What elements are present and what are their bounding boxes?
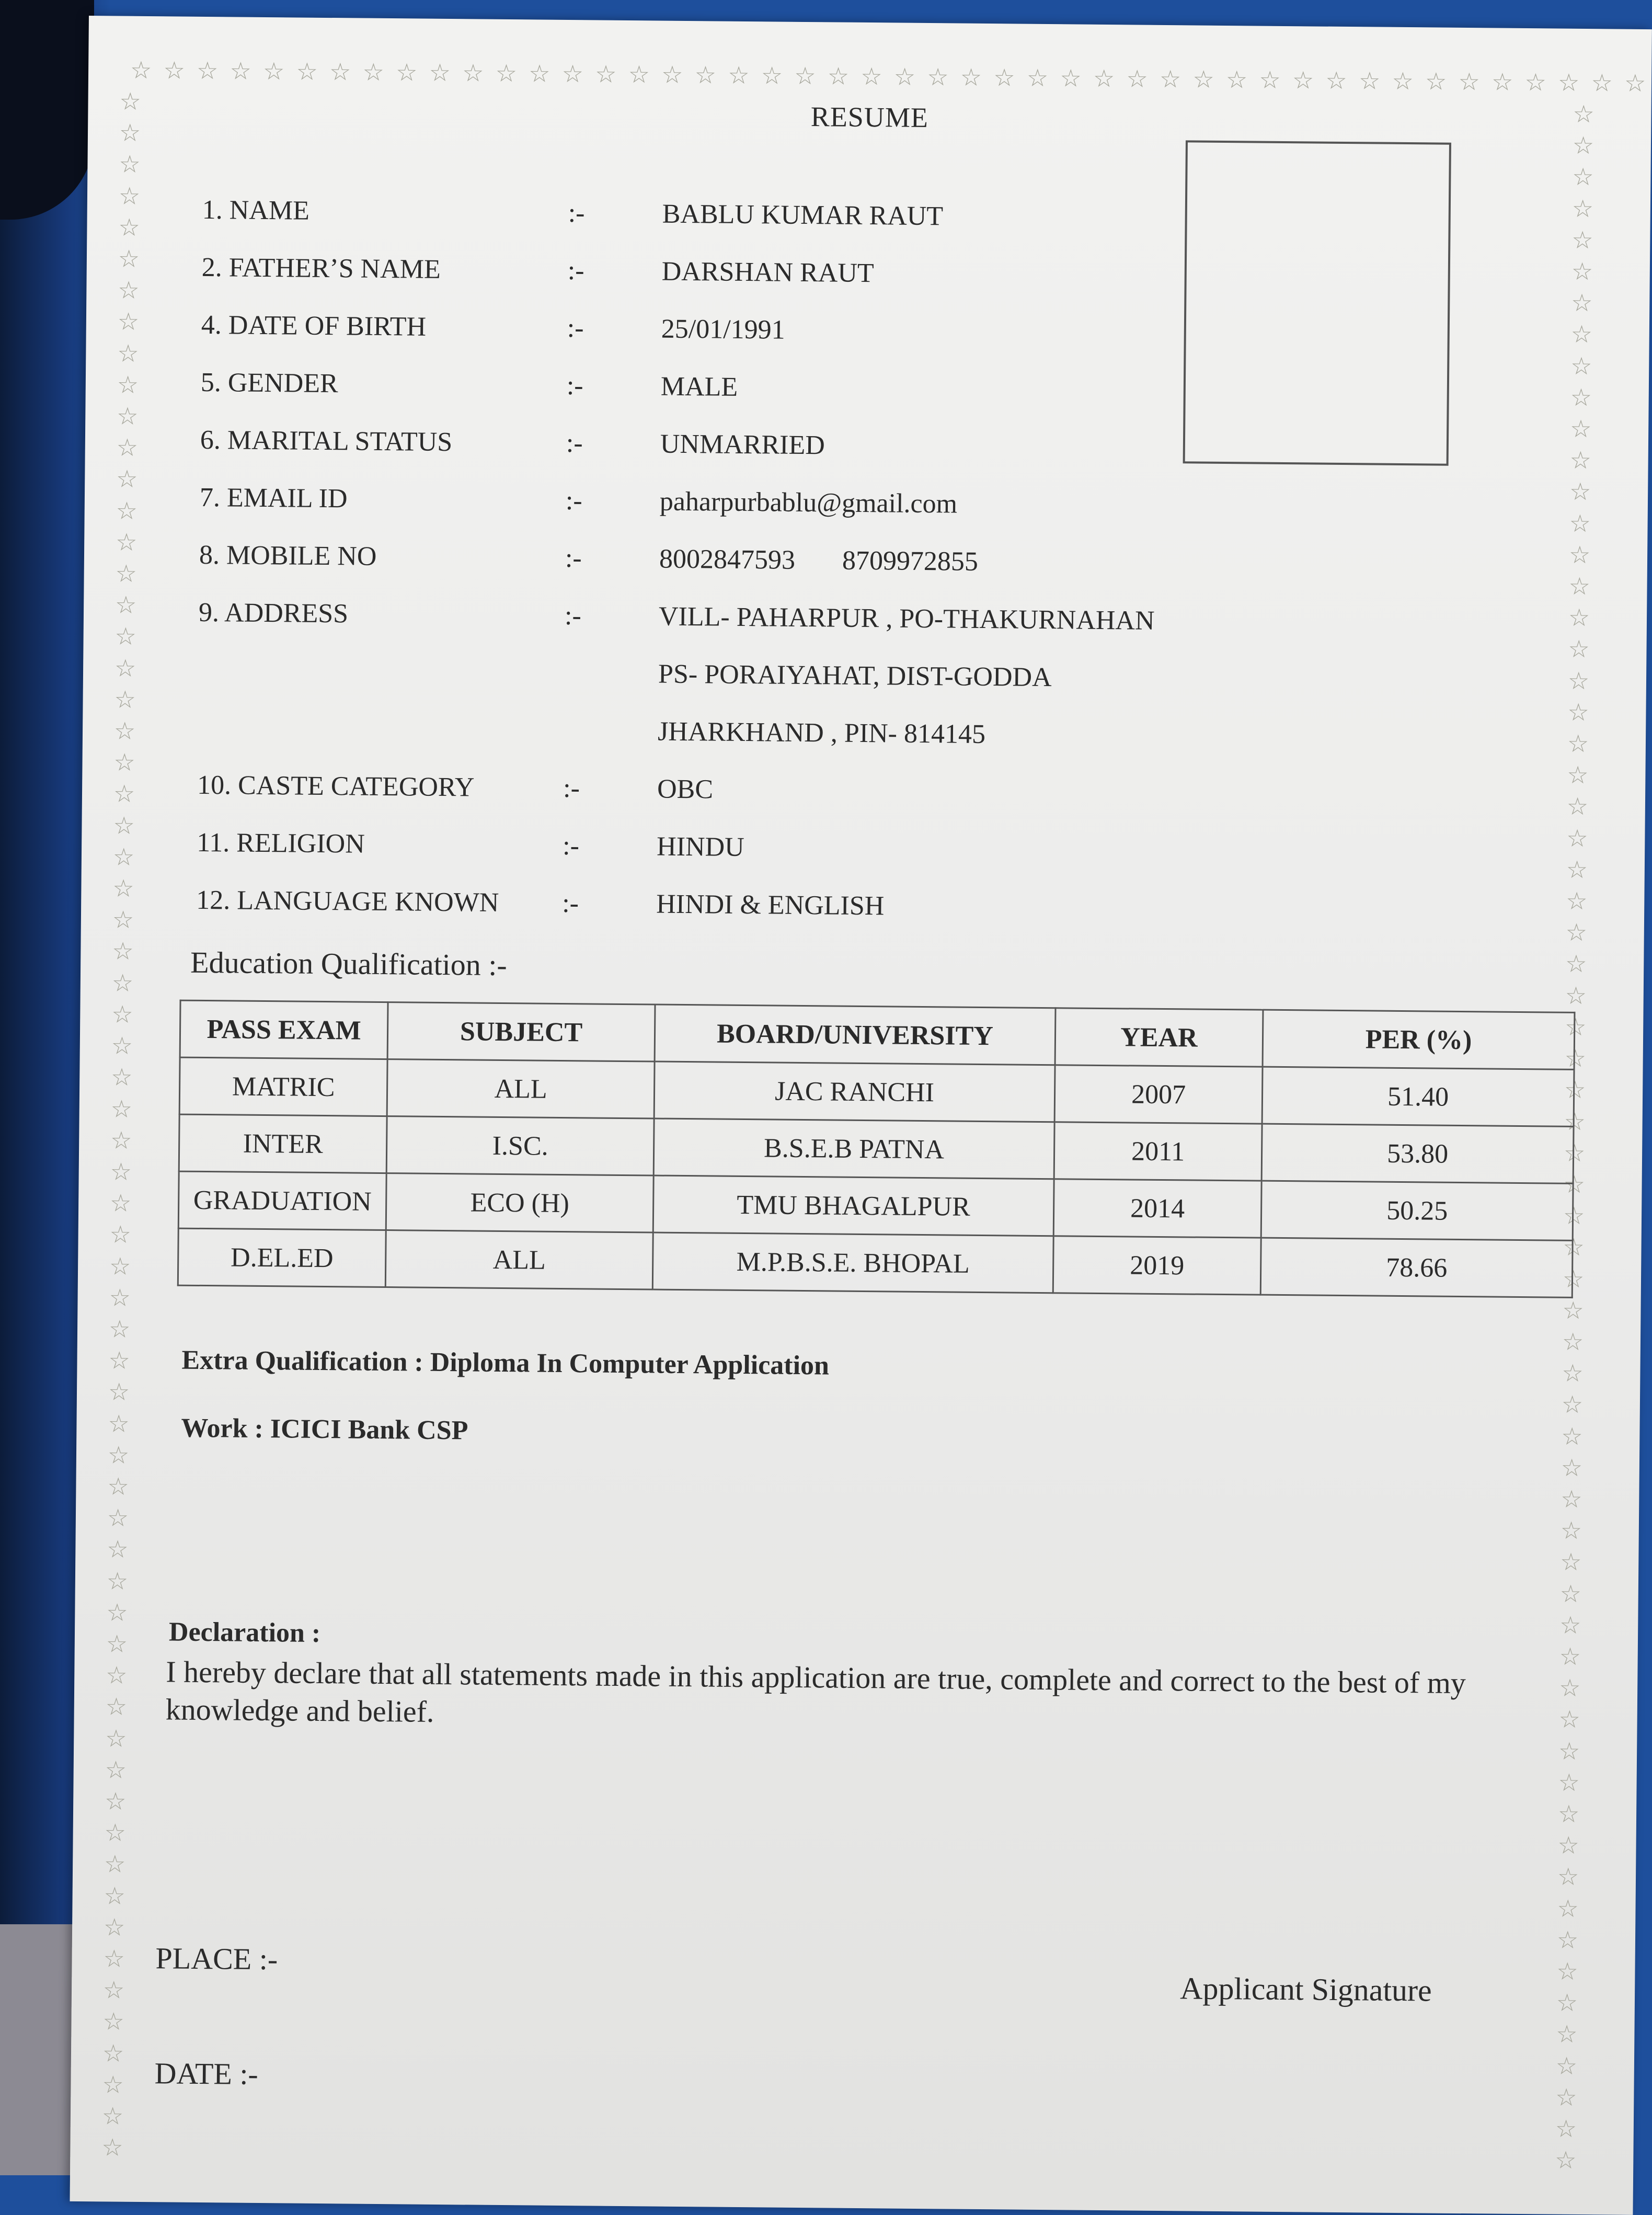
field-value: MALE	[660, 371, 738, 402]
star-icon: ☆	[109, 1283, 131, 1312]
star-icon: ☆	[196, 56, 219, 85]
star-icon: ☆	[1558, 1768, 1580, 1797]
star-icon: ☆	[1557, 1831, 1580, 1860]
star-icon: ☆	[102, 1976, 125, 2004]
star-icon: ☆	[893, 62, 916, 91]
star-icon: ☆	[1567, 760, 1589, 790]
field-separator: :-	[568, 198, 585, 229]
field-label: 9. ADDRESS	[198, 597, 349, 629]
field-value: HINDU	[656, 831, 744, 862]
star-icon: ☆	[1556, 1925, 1579, 1954]
field-value: VILL- PAHARPUR , PO-THAKURNAHAN	[658, 601, 1155, 636]
star-icon: ☆	[112, 842, 135, 871]
star-icon: ☆	[104, 1818, 127, 1847]
star-icon: ☆	[1491, 67, 1513, 96]
field-row-name	[202, 195, 1248, 240]
star-icon: ☆	[1026, 63, 1049, 93]
field-row-email	[200, 482, 1246, 528]
star-border-top	[130, 55, 1646, 97]
star-icon: ☆	[113, 811, 135, 840]
star-icon: ☆	[1563, 1170, 1586, 1198]
star-icon: ☆	[1569, 414, 1592, 443]
field-row-address	[199, 597, 1245, 643]
star-icon: ☆	[118, 181, 141, 210]
star-icon: ☆	[1159, 64, 1181, 94]
star-icon: ☆	[1560, 1516, 1582, 1545]
declaration-title: Declaration :	[168, 1617, 321, 1648]
field-separator: :-	[566, 428, 583, 459]
declaration-text: I hereby declare that all statements made in this application are true, complete and correct to the best of my knowledge and belief.	[165, 1654, 1466, 1729]
star-icon: ☆	[106, 1661, 128, 1689]
star-icon: ☆	[1555, 2051, 1578, 2080]
star-icon: ☆	[105, 1755, 127, 1784]
star-icon: ☆	[110, 1126, 132, 1155]
field-row-caste-category	[197, 770, 1243, 815]
star-icon: ☆	[1564, 1107, 1586, 1136]
star-icon: ☆	[1562, 1264, 1585, 1293]
star-icon: ☆	[108, 1409, 130, 1438]
star-icon: ☆	[329, 58, 351, 86]
table-cell: 2007	[1054, 1065, 1263, 1124]
star-icon: ☆	[694, 61, 717, 89]
table-cell: 51.40	[1262, 1067, 1574, 1126]
star-icon: ☆	[1573, 99, 1594, 129]
star-icon: ☆	[960, 63, 982, 92]
star-icon: ☆	[119, 118, 141, 147]
star-icon: ☆	[1556, 2020, 1578, 2049]
field-row-language-known	[196, 885, 1242, 930]
star-icon: ☆	[495, 59, 518, 88]
star-icon: ☆	[115, 559, 137, 588]
star-icon: ☆	[462, 59, 484, 87]
column-header: YEAR	[1055, 1008, 1263, 1067]
star-icon: ☆	[1566, 886, 1588, 916]
place-label: PLACE :-	[155, 1941, 278, 1977]
star-icon: ☆	[262, 56, 285, 86]
star-icon: ☆	[1563, 1201, 1585, 1230]
star-icon: ☆	[1562, 1296, 1584, 1325]
table-cell: TMU BHAGALPUR	[653, 1175, 1054, 1236]
star-icon: ☆	[114, 654, 136, 682]
work-experience: Work : ICICI Bank CSP	[181, 1413, 468, 1446]
star-icon: ☆	[1561, 1422, 1583, 1451]
table-surface-background	[0, 1924, 78, 2175]
star-icon: ☆	[114, 590, 137, 620]
star-icon: ☆	[1572, 131, 1594, 160]
field-row-father-name	[201, 252, 1247, 298]
star-icon: ☆	[661, 60, 683, 89]
field-value: DARSHAN RAUT	[661, 256, 874, 289]
field-label: 1. NAME	[202, 195, 310, 226]
star-icon: ☆	[395, 58, 418, 87]
star-icon: ☆	[927, 62, 949, 92]
address-line-3: JHARKHAND , PIN- 814145	[657, 716, 986, 750]
star-icon: ☆	[103, 1913, 125, 1942]
star-icon: ☆	[118, 213, 140, 242]
address-line-2: PS- PORAIYAHAT, DIST-GODDA	[658, 659, 1052, 693]
star-icon: ☆	[1624, 68, 1646, 97]
star-icon: ☆	[1555, 2145, 1577, 2175]
star-icon: ☆	[117, 370, 139, 399]
table-cell: 50.25	[1261, 1181, 1573, 1240]
star-icon: ☆	[1569, 477, 1591, 506]
star-icon: ☆	[529, 59, 550, 88]
table-cell: 2019	[1053, 1236, 1261, 1295]
star-icon: ☆	[107, 1535, 129, 1564]
star-icon: ☆	[728, 61, 750, 90]
star-icon: ☆	[1566, 824, 1588, 852]
star-icon: ☆	[1126, 64, 1148, 93]
star-icon: ☆	[1060, 64, 1082, 93]
star-icon: ☆	[1558, 1737, 1580, 1765]
field-value: BABLU KUMAR RAUT	[662, 199, 944, 232]
table-cell: ALL	[387, 1059, 655, 1118]
star-icon: ☆	[1564, 1012, 1587, 1041]
star-icon: ☆	[296, 57, 318, 86]
column-header: BOARD/UNIVERSITY	[655, 1004, 1056, 1065]
star-icon: ☆	[1568, 603, 1590, 632]
star-icon: ☆	[1567, 666, 1590, 695]
star-icon: ☆	[104, 1849, 126, 1879]
table-cell: GRADUATION	[178, 1171, 386, 1230]
star-icon: ☆	[1557, 68, 1580, 97]
field-separator: :-	[561, 888, 579, 919]
star-icon: ☆	[1557, 1863, 1579, 1891]
field-separator: :-	[564, 600, 582, 631]
star-icon: ☆	[1458, 67, 1481, 96]
star-icon: ☆	[1555, 2114, 1577, 2143]
star-icon: ☆	[1566, 792, 1589, 821]
field-row-gender	[201, 367, 1247, 413]
star-icon: ☆	[1425, 67, 1447, 96]
star-icon: ☆	[112, 905, 134, 934]
star-icon: ☆	[102, 2007, 125, 2036]
field-separator: :-	[563, 773, 580, 804]
extra-qualification: Extra Qualification : Diploma In Computer Application	[181, 1345, 830, 1381]
star-icon: ☆	[1568, 635, 1590, 664]
star-icon: ☆	[103, 1944, 125, 1973]
star-icon: ☆	[109, 1220, 132, 1249]
table-cell: B.S.E.B PATNA	[653, 1118, 1054, 1179]
field-separator: :-	[562, 830, 580, 861]
star-icon: ☆	[163, 56, 186, 85]
mobile-number-2: 8709972855	[842, 545, 979, 577]
star-icon: ☆	[106, 1629, 128, 1658]
star-icon: ☆	[1591, 68, 1613, 97]
star-icon: ☆	[107, 1503, 129, 1532]
star-icon: ☆	[1562, 1358, 1584, 1388]
field-value: UNMARRIED	[660, 429, 825, 461]
star-icon: ☆	[561, 59, 584, 88]
column-header: PER (%)	[1263, 1010, 1575, 1069]
star-icon: ☆	[101, 2133, 123, 2162]
star-icon: ☆	[119, 87, 142, 116]
field-value: OBC	[657, 774, 714, 805]
star-icon: ☆	[1567, 729, 1589, 758]
star-icon: ☆	[102, 2070, 124, 2099]
star-icon: ☆	[1562, 1327, 1584, 1356]
star-icon: ☆	[429, 58, 451, 87]
star-icon: ☆	[1559, 1611, 1581, 1639]
star-icon: ☆	[117, 307, 140, 336]
star-icon: ☆	[1571, 288, 1593, 317]
field-label: 7. EMAIL ID	[199, 482, 348, 514]
star-icon: ☆	[1556, 1957, 1578, 1985]
star-icon: ☆	[794, 61, 816, 90]
star-icon: ☆	[362, 58, 385, 86]
star-icon: ☆	[101, 2102, 124, 2130]
star-icon: ☆	[1570, 383, 1592, 412]
table-cell: 53.80	[1261, 1124, 1574, 1183]
star-icon: ☆	[1568, 572, 1591, 601]
table-cell: I.SC.	[386, 1116, 654, 1175]
field-row-mobile	[199, 540, 1245, 585]
star-icon: ☆	[1568, 540, 1591, 569]
table-cell: INTER	[179, 1114, 387, 1173]
star-icon: ☆	[1571, 257, 1593, 286]
star-icon: ☆	[117, 339, 139, 368]
star-icon: ☆	[109, 1251, 131, 1281]
star-icon: ☆	[104, 1881, 126, 1910]
star-icon: ☆	[116, 433, 139, 462]
field-row-marital-status	[200, 425, 1246, 470]
field-label: 12. LANGUAGE KNOWN	[196, 885, 499, 918]
document-title: RESUME	[810, 101, 929, 134]
star-icon: ☆	[110, 1094, 133, 1123]
star-icon: ☆	[595, 60, 617, 88]
star-icon: ☆	[1570, 351, 1592, 380]
star-icon: ☆	[861, 62, 882, 91]
star-icon: ☆	[1559, 1579, 1582, 1608]
star-icon: ☆	[1572, 163, 1594, 191]
star-icon: ☆	[114, 685, 136, 714]
star-icon: ☆	[1564, 1076, 1586, 1104]
star-icon: ☆	[1569, 509, 1591, 538]
star-icon: ☆	[118, 276, 140, 305]
table-row	[178, 1228, 1573, 1297]
star-icon: ☆	[1392, 66, 1414, 96]
field-value	[659, 544, 978, 577]
star-icon: ☆	[1556, 1988, 1578, 2017]
star-icon: ☆	[1570, 320, 1593, 349]
star-icon: ☆	[107, 1441, 130, 1469]
star-icon: ☆	[106, 1566, 129, 1595]
star-icon: ☆	[1093, 64, 1115, 93]
star-icon: ☆	[109, 1189, 132, 1217]
table-cell: ECO (H)	[386, 1173, 653, 1232]
star-icon: ☆	[1571, 225, 1593, 254]
table-cell: JAC RANCHI	[654, 1061, 1055, 1122]
star-icon: ☆	[113, 716, 136, 745]
field-label: 5. GENDER	[200, 367, 339, 399]
star-icon: ☆	[107, 1472, 129, 1501]
education-table	[177, 1000, 1576, 1298]
date-label: DATE :-	[154, 2056, 259, 2091]
star-icon: ☆	[1558, 1673, 1581, 1703]
mobile-number-1: 8002847593	[659, 544, 796, 575]
star-icon: ☆	[1557, 1894, 1579, 1923]
star-icon: ☆	[104, 1787, 127, 1816]
education-heading: Education Qualification :-	[190, 945, 508, 983]
star-icon: ☆	[1559, 1642, 1581, 1671]
star-icon: ☆	[1561, 1485, 1582, 1513]
star-icon: ☆	[111, 1000, 133, 1029]
field-label: 4. DATE OF BIRTH	[201, 310, 427, 342]
star-icon: ☆	[1569, 446, 1592, 475]
star-icon: ☆	[113, 779, 135, 808]
star-icon: ☆	[108, 1315, 131, 1343]
field-label: 2. FATHER’S NAME	[201, 252, 441, 284]
field-label: 10. CASTE CATEGORY	[197, 770, 475, 803]
column-header: PASS EXAM	[180, 1000, 388, 1059]
star-icon: ☆	[1192, 65, 1215, 94]
star-icon: ☆	[111, 1031, 133, 1060]
field-row-religion	[197, 827, 1243, 873]
resume-paper	[70, 16, 1652, 2215]
star-icon: ☆	[1555, 2083, 1577, 2111]
field-separator: :-	[566, 371, 583, 401]
field-label: 11. RELIGION	[196, 827, 365, 859]
star-icon: ☆	[230, 56, 252, 85]
star-icon: ☆	[114, 622, 137, 651]
table-cell: 78.66	[1260, 1238, 1573, 1297]
star-icon: ☆	[1564, 1044, 1587, 1073]
star-icon: ☆	[1358, 66, 1381, 95]
star-icon: ☆	[1563, 1233, 1585, 1262]
star-icon: ☆	[116, 464, 138, 494]
field-row-date-of-birth	[201, 310, 1247, 355]
field-separator: :-	[565, 543, 582, 574]
table-cell: 2011	[1054, 1122, 1262, 1181]
star-icon: ☆	[1558, 1705, 1581, 1734]
star-icon: ☆	[1259, 65, 1281, 94]
star-icon: ☆	[1565, 981, 1587, 1010]
table-cell: M.P.B.S.E. BHOPAL	[652, 1232, 1053, 1293]
star-icon: ☆	[1561, 1453, 1583, 1482]
field-value: 25/01/1991	[661, 314, 785, 345]
field-value: paharpurbablu@gmail.com	[659, 486, 958, 519]
star-icon: ☆	[1560, 1548, 1582, 1577]
star-icon: ☆	[1571, 194, 1594, 223]
star-icon: ☆	[106, 1598, 128, 1627]
field-separator: :-	[567, 313, 584, 344]
star-icon: ☆	[1565, 950, 1587, 978]
field-separator: :-	[565, 485, 582, 516]
star-icon: ☆	[113, 748, 136, 777]
star-icon: ☆	[102, 2038, 124, 2068]
field-value: HINDI & ENGLISH	[656, 889, 885, 921]
star-icon: ☆	[1557, 1799, 1580, 1828]
star-icon: ☆	[110, 1157, 132, 1186]
column-header: SUBJECT	[387, 1002, 655, 1061]
star-icon: ☆	[1325, 66, 1348, 95]
star-icon: ☆	[119, 150, 141, 179]
star-icon: ☆	[116, 496, 138, 525]
field-label: 8. MOBILE NO	[199, 540, 377, 572]
star-icon: ☆	[1567, 698, 1589, 726]
star-icon: ☆	[993, 63, 1015, 92]
star-icon: ☆	[115, 528, 137, 556]
star-icon: ☆	[1566, 855, 1588, 884]
star-icon: ☆	[1292, 66, 1314, 95]
photo-placeholder-box	[1183, 140, 1451, 465]
star-icon: ☆	[1565, 918, 1588, 947]
table-cell: 2014	[1053, 1179, 1261, 1238]
star-icon: ☆	[761, 61, 783, 90]
star-icon: ☆	[112, 874, 134, 903]
star-icon: ☆	[111, 968, 134, 997]
star-icon: ☆	[1225, 65, 1248, 94]
star-icon: ☆	[628, 60, 650, 89]
star-icon: ☆	[1563, 1138, 1586, 1167]
star-icon: ☆	[827, 62, 850, 90]
star-icon: ☆	[111, 1063, 133, 1092]
star-icon: ☆	[112, 937, 134, 966]
star-icon: ☆	[108, 1377, 130, 1407]
star-icon: ☆	[118, 244, 140, 273]
star-border-left	[101, 89, 141, 2160]
star-icon: ☆	[105, 1692, 128, 1721]
star-icon: ☆	[117, 402, 139, 430]
field-separator: :-	[567, 256, 584, 286]
applicant-signature-label: Applicant Signature	[1179, 1971, 1432, 2008]
table-cell: MATRIC	[179, 1057, 387, 1116]
table-cell: D.EL.ED	[178, 1228, 386, 1287]
star-icon: ☆	[1524, 67, 1547, 97]
field-label: 6. MARITAL STATUS	[200, 425, 453, 458]
star-icon: ☆	[105, 1723, 127, 1753]
star-icon: ☆	[130, 55, 152, 85]
star-icon: ☆	[1561, 1390, 1584, 1419]
table-cell: ALL	[386, 1230, 653, 1289]
star-icon: ☆	[108, 1346, 131, 1375]
